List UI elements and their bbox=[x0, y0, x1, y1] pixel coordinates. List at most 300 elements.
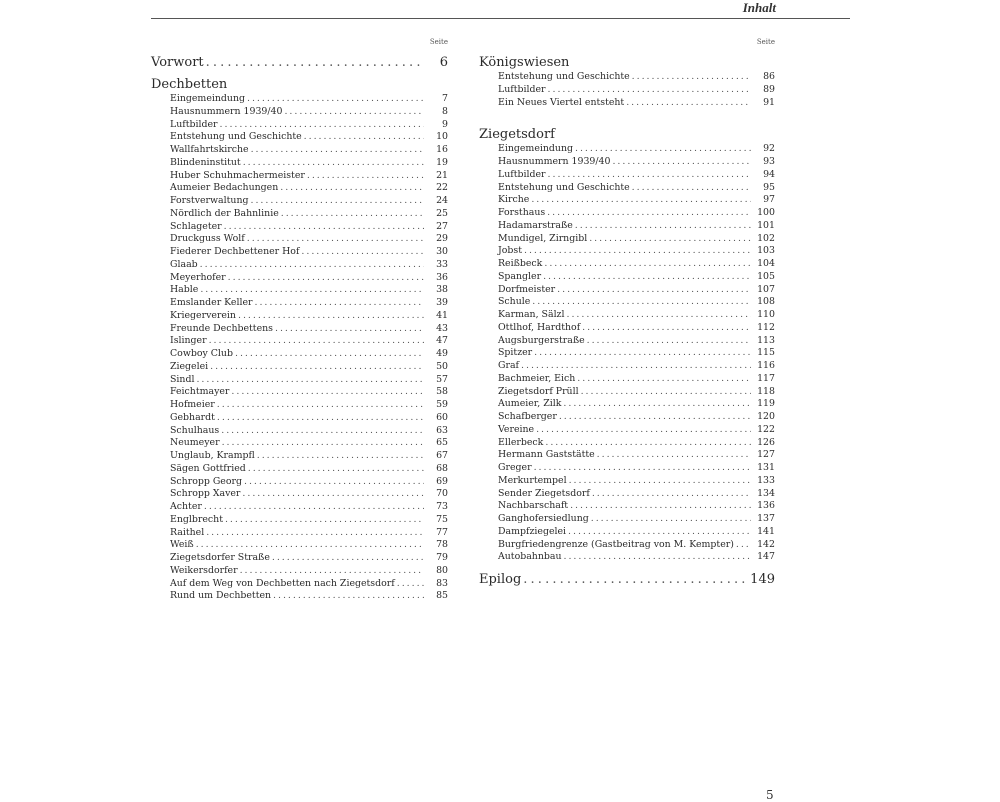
toc-entry[interactable] bbox=[151, 539, 448, 552]
leader-dots bbox=[228, 272, 424, 285]
toc-entry[interactable] bbox=[479, 360, 775, 373]
toc-entry-page: 133 bbox=[757, 474, 775, 486]
toc-entry-page: 101 bbox=[757, 219, 775, 231]
leader-dots bbox=[272, 552, 424, 565]
leader-dots bbox=[544, 258, 751, 271]
leader-dots bbox=[557, 284, 751, 297]
toc-entry-page: 58 bbox=[436, 386, 448, 398]
toc-entry-page: 6 bbox=[439, 55, 448, 70]
toc-entry-label: Fiederer Dechbettener Hof bbox=[170, 246, 300, 257]
toc-entry-label: Schlageter bbox=[170, 220, 222, 232]
leader-dots bbox=[575, 220, 751, 233]
toc-entry-label: Wallfahrtskirche bbox=[170, 144, 249, 155]
leader-dots bbox=[626, 97, 751, 110]
leader-dots bbox=[597, 449, 751, 462]
toc-entry[interactable] bbox=[151, 182, 448, 195]
toc-entry[interactable] bbox=[151, 361, 448, 374]
dechbetten-entries bbox=[151, 93, 448, 603]
toc-entry[interactable] bbox=[479, 488, 775, 501]
toc-entry[interactable] bbox=[479, 271, 775, 284]
toc-entry[interactable] bbox=[151, 374, 448, 387]
toc-entry-label: Ganghofersiedlung bbox=[498, 513, 589, 524]
toc-entry-label: Entstehung und Geschichte bbox=[498, 181, 630, 193]
page-number: 5 bbox=[766, 788, 774, 802]
toc-entry-label: Nördlich der Bahnlinie bbox=[170, 207, 279, 219]
toc-entry-label: Merkurtempel bbox=[498, 474, 567, 486]
toc-entry-label: Weikersdorfer bbox=[170, 564, 238, 576]
toc-entry-page: 25 bbox=[436, 207, 448, 219]
toc-entry-label: Greger bbox=[498, 462, 532, 473]
leader-dots bbox=[220, 119, 424, 132]
toc-entry[interactable] bbox=[151, 463, 448, 476]
leader-dots bbox=[196, 539, 424, 552]
toc-entry-page: 73 bbox=[436, 501, 448, 512]
section-title-dechbetten: Dechbetten bbox=[151, 77, 228, 92]
toc-entry-page: 49 bbox=[436, 348, 448, 359]
leader-dots bbox=[534, 347, 751, 360]
toc-entry-label: Mundigel, Zirngibl bbox=[498, 232, 588, 244]
header-rule bbox=[151, 18, 850, 19]
toc-entry[interactable] bbox=[151, 106, 448, 119]
toc-entry-label: Emslander Keller bbox=[170, 297, 253, 308]
toc-entry-page: 85 bbox=[436, 590, 448, 602]
toc-entry[interactable] bbox=[479, 220, 775, 233]
koenigswiesen-entries bbox=[479, 71, 775, 109]
toc-entry-page: 86 bbox=[763, 71, 775, 82]
toc-entry[interactable] bbox=[479, 233, 775, 246]
toc-entry-page: 39 bbox=[436, 297, 448, 308]
toc-entry-label: Aumeier, Zilk bbox=[498, 398, 562, 410]
leader-dots bbox=[273, 590, 424, 603]
toc-entry-page: 117 bbox=[757, 372, 775, 384]
leader-dots bbox=[587, 335, 751, 348]
toc-entry[interactable] bbox=[479, 97, 775, 110]
toc-entry[interactable] bbox=[479, 500, 775, 513]
toc-entry-label: Schropp Georg bbox=[170, 475, 242, 487]
toc-entry-label: Islinger bbox=[170, 335, 207, 347]
leader-dots bbox=[196, 374, 424, 387]
seite-label-left: Seite bbox=[429, 38, 448, 46]
toc-entry-label: Druckguss Wolf bbox=[170, 233, 245, 245]
toc-entry[interactable] bbox=[151, 425, 448, 438]
toc-entry[interactable] bbox=[479, 513, 775, 526]
toc-entry-label: Graf bbox=[498, 360, 520, 371]
toc-entry-page: 91 bbox=[763, 96, 775, 108]
leader-dots bbox=[563, 398, 751, 411]
leader-dots bbox=[532, 296, 751, 309]
toc-entry-page: 119 bbox=[757, 398, 775, 410]
toc-entry[interactable] bbox=[151, 170, 448, 183]
leader-dots bbox=[235, 348, 424, 361]
leader-dots bbox=[543, 271, 751, 284]
toc-entry-page: 93 bbox=[763, 156, 775, 167]
toc-entry-page: 107 bbox=[757, 283, 775, 295]
toc-entry-page: 68 bbox=[436, 462, 448, 474]
toc-entry-label: Cowboy Club bbox=[170, 348, 233, 359]
toc-entry-page: 10 bbox=[436, 131, 448, 143]
leader-dots bbox=[521, 360, 751, 373]
toc-entry[interactable] bbox=[151, 501, 448, 514]
toc-entry-epilog[interactable] bbox=[479, 572, 775, 588]
toc-entry-label: Raithel bbox=[170, 526, 205, 538]
leader-dots bbox=[251, 144, 424, 157]
toc-entry-page: 89 bbox=[763, 83, 775, 95]
toc-entry[interactable] bbox=[151, 527, 448, 540]
toc-entry-page: 104 bbox=[757, 258, 775, 269]
toc-entry-page: 78 bbox=[436, 539, 448, 551]
toc-entry-label: Schule bbox=[498, 296, 531, 308]
toc-entry-label: Vereine bbox=[498, 423, 535, 435]
leader-dots bbox=[581, 386, 751, 399]
toc-entry-page: 38 bbox=[436, 284, 448, 296]
toc-entry-label: Schulhaus bbox=[170, 424, 220, 436]
toc-entry[interactable] bbox=[479, 296, 775, 309]
toc-entry-label: Ziegetsdorf Prüll bbox=[498, 385, 579, 397]
leader-dots bbox=[221, 425, 424, 438]
toc-entry-page: 97 bbox=[763, 194, 775, 206]
section-title-ziegetsdorf: Ziegetsdorf bbox=[479, 127, 555, 143]
toc-entry-label: Blindeninstitut bbox=[170, 156, 241, 168]
leader-dots bbox=[536, 424, 751, 437]
toc-entry-page: 116 bbox=[757, 360, 775, 371]
toc-entry-page: 118 bbox=[757, 385, 775, 397]
toc-entry[interactable] bbox=[151, 259, 448, 272]
toc-entry-page: 57 bbox=[436, 373, 448, 385]
leader-dots bbox=[217, 412, 424, 425]
toc-entry[interactable] bbox=[151, 399, 448, 412]
toc-entry-label: Kirche bbox=[498, 194, 530, 206]
leader-dots bbox=[523, 572, 748, 588]
toc-entry[interactable] bbox=[479, 398, 775, 411]
toc-entry[interactable] bbox=[151, 157, 448, 170]
toc-entry-page: 126 bbox=[757, 436, 775, 448]
leader-dots bbox=[575, 143, 751, 156]
ziegetsdorf-entries bbox=[479, 143, 775, 564]
toc-entry-label: Luftbilder bbox=[498, 83, 546, 95]
toc-entry-label: Dorfmeister bbox=[498, 283, 556, 295]
toc-entry[interactable] bbox=[151, 437, 448, 450]
toc-entry[interactable] bbox=[479, 258, 775, 271]
leader-dots bbox=[204, 501, 424, 514]
toc-entry-page: 7 bbox=[442, 93, 448, 104]
toc-entry-label: Sägen Gottfried bbox=[170, 462, 246, 474]
leader-dots bbox=[534, 462, 751, 475]
toc-entry[interactable] bbox=[151, 221, 448, 234]
leader-dots bbox=[222, 437, 424, 450]
leader-dots bbox=[284, 106, 424, 119]
toc-entry-label: Neumeyer bbox=[170, 437, 220, 449]
toc-entry[interactable] bbox=[151, 476, 448, 489]
leader-dots bbox=[255, 297, 424, 310]
toc-entry-label: Luftbilder bbox=[170, 118, 218, 130]
leader-dots bbox=[209, 335, 424, 348]
toc-entry-page: 59 bbox=[436, 399, 448, 410]
toc-entry-label: Ein Neues Viertel entsteht bbox=[498, 96, 625, 108]
toc-entry[interactable] bbox=[479, 71, 775, 84]
toc-entry[interactable] bbox=[151, 552, 448, 565]
toc-entry[interactable] bbox=[479, 182, 775, 195]
toc-entry-page: 103 bbox=[757, 245, 775, 257]
toc-entry[interactable] bbox=[479, 143, 775, 156]
toc-entry-label: Weiß bbox=[170, 539, 194, 551]
leader-dots bbox=[577, 373, 751, 386]
leader-dots bbox=[206, 55, 424, 71]
toc-entry[interactable] bbox=[151, 195, 448, 208]
toc-entry-label: Spitzer bbox=[498, 347, 533, 359]
toc-entry-page: 60 bbox=[436, 411, 448, 423]
leader-dots bbox=[570, 500, 751, 513]
toc-entry-label: Auf dem Weg von Dechbetten nach Ziegetsdorf bbox=[170, 577, 395, 589]
toc-entry-label: Epilog bbox=[479, 572, 522, 587]
toc-entry[interactable] bbox=[479, 386, 775, 399]
toc-entry[interactable] bbox=[479, 449, 775, 462]
toc-entry-label: Englbrecht bbox=[170, 513, 223, 525]
toc-entry-label: Gebhardt bbox=[170, 411, 215, 423]
toc-entry-page: 102 bbox=[757, 232, 775, 244]
toc-entry[interactable] bbox=[151, 488, 448, 501]
toc-entry[interactable] bbox=[151, 246, 448, 259]
toc-entry-label: Autobahnbau bbox=[498, 551, 562, 563]
toc-entry-page: 29 bbox=[436, 233, 448, 245]
leader-dots bbox=[568, 526, 751, 539]
toc-entry[interactable] bbox=[479, 437, 775, 450]
leader-dots bbox=[591, 513, 751, 526]
toc-entry-label: Hable bbox=[170, 284, 199, 296]
toc-entry-label: Schafberger bbox=[498, 411, 557, 422]
leader-dots bbox=[301, 246, 424, 259]
toc-entry-page: 30 bbox=[436, 246, 448, 257]
toc-entry-page: 43 bbox=[436, 322, 448, 334]
toc-entry-page: 122 bbox=[757, 423, 775, 435]
toc-entry-label: Sindl bbox=[170, 373, 195, 385]
toc-entry[interactable] bbox=[479, 245, 775, 258]
leader-dots bbox=[545, 437, 751, 450]
toc-entry-label: Hausnummern 1939/40 bbox=[170, 105, 283, 117]
toc-entry[interactable] bbox=[479, 424, 775, 437]
toc-entry[interactable] bbox=[479, 207, 775, 220]
leader-dots bbox=[307, 170, 424, 183]
toc-entry-label: Eingemeindung bbox=[170, 93, 245, 104]
toc-entry[interactable] bbox=[151, 144, 448, 157]
toc-entry-label: Ellerbeck bbox=[498, 436, 544, 448]
toc-entry[interactable] bbox=[479, 373, 775, 386]
leader-dots bbox=[548, 169, 751, 182]
toc-entry-label: Hofmeier bbox=[170, 399, 215, 410]
toc-entry-label: Schropp Xaver bbox=[170, 488, 241, 500]
toc-entry[interactable] bbox=[479, 539, 775, 552]
toc-entry-page: 94 bbox=[763, 168, 775, 180]
toc-entry[interactable] bbox=[479, 551, 775, 564]
leader-dots bbox=[589, 233, 751, 246]
leader-dots bbox=[247, 93, 424, 106]
toc-entry[interactable] bbox=[151, 386, 448, 399]
toc-left-column bbox=[151, 38, 448, 603]
toc-entry-label: Freunde Dechbettens bbox=[170, 322, 273, 334]
toc-entry[interactable] bbox=[151, 284, 448, 297]
toc-entry-label: Luftbilder bbox=[498, 168, 546, 180]
toc-entry[interactable] bbox=[151, 590, 448, 603]
toc-entry[interactable] bbox=[151, 119, 448, 132]
toc-entry-label: Burgfriedengrenze (Gastbeitrag von M. Kempter) bbox=[498, 538, 734, 550]
toc-entry[interactable] bbox=[151, 233, 448, 246]
leader-dots bbox=[569, 475, 751, 488]
leader-dots bbox=[304, 131, 424, 144]
toc-entry-label: Hausnummern 1939/40 bbox=[498, 156, 611, 167]
toc-entry[interactable] bbox=[479, 284, 775, 297]
toc-entry-label: Jobst bbox=[498, 245, 522, 257]
toc-entry[interactable] bbox=[479, 169, 775, 182]
toc-entry[interactable] bbox=[151, 310, 448, 323]
toc-right-column bbox=[479, 38, 775, 588]
toc-entry[interactable] bbox=[479, 411, 775, 424]
leader-dots bbox=[200, 259, 424, 272]
leader-dots bbox=[238, 310, 424, 323]
toc-entry-page: 24 bbox=[436, 195, 448, 206]
toc-entry-page: 113 bbox=[757, 334, 775, 346]
leader-dots bbox=[632, 71, 751, 84]
toc-entry-label: Huber Schuhmachermeister bbox=[170, 169, 305, 181]
toc-entry[interactable] bbox=[151, 208, 448, 221]
toc-entry-label: Eingemeindung bbox=[498, 143, 573, 155]
toc-entry-page: 75 bbox=[436, 513, 448, 525]
toc-entry[interactable] bbox=[151, 348, 448, 361]
toc-entry-label: Nachbarschaft bbox=[498, 500, 569, 512]
toc-entry-page: 134 bbox=[757, 487, 775, 499]
toc-entry-label: Glaab bbox=[170, 258, 198, 270]
toc-entry[interactable] bbox=[151, 514, 448, 527]
toc-entry-label: Bachmeier, Eich bbox=[498, 372, 576, 384]
toc-entry-page: 36 bbox=[436, 271, 448, 283]
toc-entry[interactable] bbox=[479, 194, 775, 207]
leader-dots bbox=[559, 411, 751, 424]
leader-dots bbox=[257, 450, 424, 463]
toc-entry-label: Hadamarstraße bbox=[498, 219, 573, 231]
toc-entry[interactable] bbox=[151, 297, 448, 310]
toc-entry-label: Ziegetsdorfer Straße bbox=[170, 552, 270, 563]
leader-dots bbox=[210, 361, 424, 374]
toc-entry-label: Unglaub, Krampfl bbox=[170, 450, 255, 461]
leader-dots bbox=[243, 157, 424, 170]
toc-entry-vorwort[interactable] bbox=[151, 55, 448, 71]
toc-entry-page: 22 bbox=[436, 182, 448, 194]
toc-entry-label: Entstehung und Geschichte bbox=[170, 131, 302, 143]
toc-entry-page: 108 bbox=[757, 296, 775, 308]
toc-entry-page: 70 bbox=[436, 488, 448, 500]
toc-entry-page: 95 bbox=[763, 181, 775, 193]
leader-dots bbox=[280, 182, 424, 195]
toc-entry-page: 136 bbox=[757, 500, 775, 512]
toc-entry[interactable] bbox=[151, 450, 448, 463]
toc-entry-label: Forstverwaltung bbox=[170, 195, 249, 206]
toc-entry-page: 19 bbox=[436, 156, 448, 168]
toc-entry-page: 65 bbox=[436, 437, 448, 449]
toc-entry-label: Achter bbox=[170, 501, 202, 512]
toc-entry-page: 131 bbox=[757, 462, 775, 473]
toc-entry-label: Vorwort bbox=[151, 55, 204, 70]
toc-entry-page: 41 bbox=[436, 309, 448, 321]
toc-entry-page: 105 bbox=[757, 270, 775, 282]
toc-entry[interactable] bbox=[151, 93, 448, 106]
leader-dots bbox=[736, 539, 751, 552]
toc-entry-page: 79 bbox=[436, 552, 448, 563]
toc-entry-label: Reißbeck bbox=[498, 258, 543, 269]
toc-entry-label: Kriegerverein bbox=[170, 309, 236, 321]
toc-entry[interactable] bbox=[151, 578, 448, 591]
toc-entry[interactable] bbox=[479, 156, 775, 169]
leader-dots bbox=[281, 208, 424, 221]
leader-dots bbox=[244, 476, 424, 489]
toc-entry[interactable] bbox=[151, 131, 448, 144]
toc-entry-label: Augsburgerstraße bbox=[498, 334, 585, 346]
leader-dots bbox=[231, 386, 424, 399]
toc-entry-page: 8 bbox=[442, 105, 448, 117]
leader-dots bbox=[632, 182, 751, 195]
toc-entry-page: 92 bbox=[763, 143, 775, 155]
toc-entry-page: 142 bbox=[757, 538, 775, 550]
toc-entry-label: Spangler bbox=[498, 270, 542, 282]
toc-entry[interactable] bbox=[479, 347, 775, 360]
leader-dots bbox=[200, 284, 424, 297]
toc-entry[interactable] bbox=[151, 565, 448, 578]
leader-dots bbox=[547, 207, 751, 220]
leader-dots bbox=[240, 565, 424, 578]
toc-entry[interactable] bbox=[479, 335, 775, 348]
toc-entry-label: Dampfziegelei bbox=[498, 525, 567, 537]
toc-entry-page: 110 bbox=[757, 309, 775, 320]
toc-entry-label: Sender Ziegetsdorf bbox=[498, 487, 590, 499]
toc-entry[interactable] bbox=[151, 412, 448, 425]
toc-entry-page: 83 bbox=[436, 577, 448, 589]
toc-entry-label: Aumeier Bedachungen bbox=[170, 182, 279, 194]
leader-dots bbox=[564, 551, 751, 564]
toc-entry[interactable] bbox=[151, 323, 448, 336]
toc-entry-page: 50 bbox=[436, 360, 448, 372]
leader-dots bbox=[247, 233, 424, 246]
toc-entry[interactable] bbox=[151, 272, 448, 285]
seite-label-right: Seite bbox=[756, 38, 775, 46]
leader-dots bbox=[217, 399, 424, 412]
toc-entry-label: Meyerhofer bbox=[170, 271, 226, 283]
toc-entry-page: 127 bbox=[757, 449, 775, 461]
leader-dots bbox=[206, 527, 424, 540]
toc-entry-page: 67 bbox=[436, 450, 448, 461]
leader-dots bbox=[275, 323, 424, 336]
toc-entry[interactable] bbox=[151, 335, 448, 348]
toc-entry-label: Rund um Dechbetten bbox=[170, 590, 272, 602]
toc-entry[interactable] bbox=[479, 309, 775, 322]
toc-entry-page: 9 bbox=[442, 118, 448, 130]
toc-entry[interactable] bbox=[479, 84, 775, 97]
leader-dots bbox=[250, 195, 424, 208]
toc-entry-page: 77 bbox=[436, 526, 448, 538]
toc-entry-page: 47 bbox=[436, 335, 448, 347]
leader-dots bbox=[524, 245, 751, 258]
toc-entry-page: 63 bbox=[436, 424, 448, 436]
toc-entry[interactable] bbox=[479, 526, 775, 539]
toc-entry[interactable] bbox=[479, 475, 775, 488]
toc-entry[interactable] bbox=[479, 322, 775, 335]
toc-entry-label: Ottlhof, Hardthof bbox=[498, 321, 581, 333]
toc-entry-page: 115 bbox=[757, 347, 775, 359]
toc-entry-label: Ziegelei bbox=[170, 360, 209, 372]
leader-dots bbox=[567, 309, 752, 322]
toc-entry-page: 27 bbox=[436, 220, 448, 232]
leader-dots bbox=[548, 84, 751, 97]
toc-entry[interactable] bbox=[479, 462, 775, 475]
section-title-koenigswiesen: Königswiesen bbox=[479, 55, 570, 70]
toc-entry-page: 80 bbox=[436, 564, 448, 576]
toc-entry-page: 112 bbox=[757, 321, 775, 333]
